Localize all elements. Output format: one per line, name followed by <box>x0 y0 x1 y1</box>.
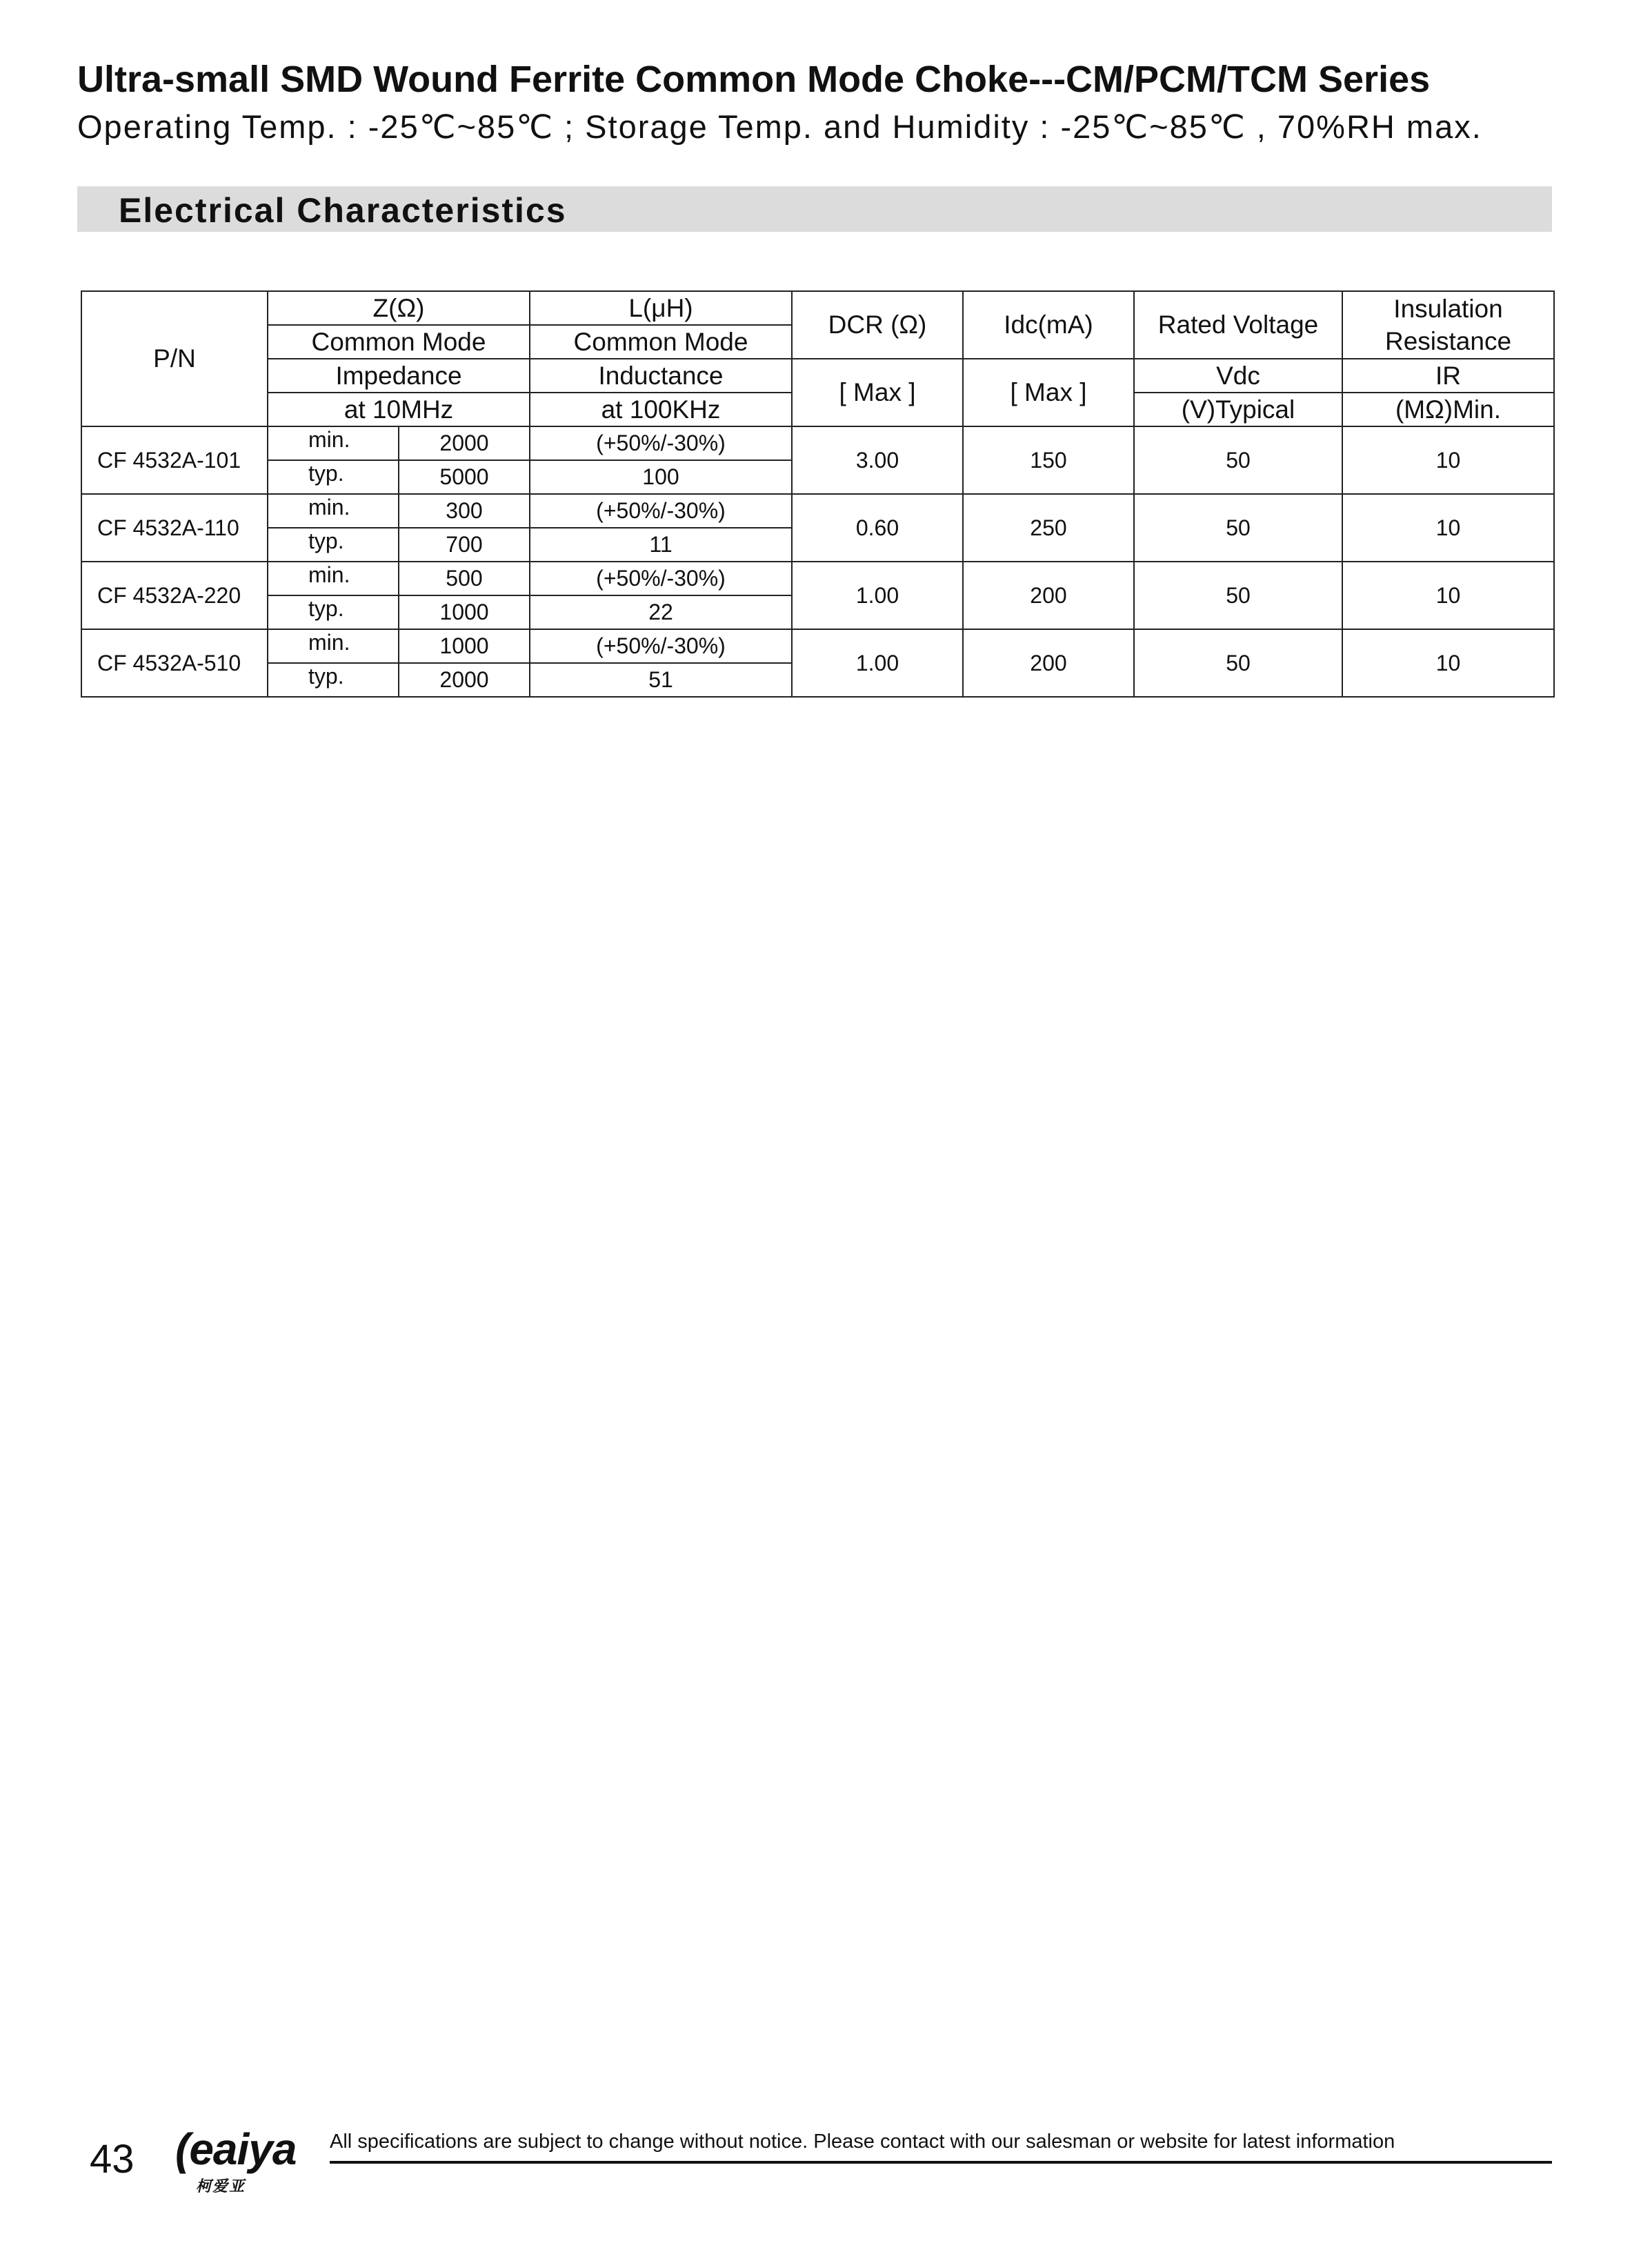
table-row <box>81 629 1554 663</box>
header-row <box>81 359 1554 393</box>
impedance-typ: 700 <box>399 528 530 562</box>
header-idc: Idc(mA) <box>963 291 1134 359</box>
impedance-min: 300 <box>399 494 530 528</box>
header-z-line2: Common Mode <box>268 325 530 359</box>
dcr-value: 0.60 <box>792 494 963 562</box>
impedance-typ: 1000 <box>399 595 530 629</box>
header-rv-line2: Vdc <box>1134 359 1342 393</box>
inductance-tolerance: (+50%/-30%) <box>530 629 792 663</box>
company-logo <box>166 2124 303 2200</box>
header-idc-unit: [ Max ] <box>963 359 1134 426</box>
logo-mark: (eaiya <box>175 2124 297 2174</box>
insulation-resistance-value: 10 <box>1342 426 1554 494</box>
table-row <box>81 426 1554 460</box>
part-number: CF 4532A-101 <box>81 426 268 494</box>
inductance-typ: 100 <box>530 460 792 494</box>
idc-value: 150 <box>963 426 1134 494</box>
page-title: Ultra-small SMD Wound Ferrite Common Mode Choke---CM/PCM/TCM Series <box>77 59 1431 100</box>
impedance-typ: 2000 <box>399 663 530 697</box>
impedance-typ: 5000 <box>399 460 530 494</box>
typ-label: typ. <box>268 595 399 629</box>
insulation-resistance-value: 10 <box>1342 562 1554 629</box>
rated-voltage-value: 50 <box>1134 426 1342 494</box>
rated-voltage-value: 50 <box>1134 562 1342 629</box>
footer-divider <box>330 2161 1552 2164</box>
header-row <box>81 291 1554 325</box>
header-z-symbol: Z(Ω) <box>268 291 530 325</box>
header-ir-line3: IR <box>1342 359 1554 393</box>
section-title: Electrical Characteristics <box>119 191 567 230</box>
min-label: min. <box>268 426 399 460</box>
impedance-min: 500 <box>399 562 530 595</box>
header-dcr: DCR (Ω) <box>792 291 963 359</box>
inductance-typ: 11 <box>530 528 792 562</box>
electrical-characteristics-table <box>81 290 1555 698</box>
typ-label: typ. <box>268 528 399 562</box>
header-z-line3: Impedance <box>268 359 530 393</box>
inductance-tolerance: (+50%/-30%) <box>530 426 792 460</box>
table-row <box>81 494 1554 528</box>
idc-value: 200 <box>963 629 1134 697</box>
table-row <box>81 562 1554 595</box>
header-ir-line4: (MΩ)Min. <box>1342 393 1554 426</box>
part-number: CF 4532A-110 <box>81 494 268 562</box>
rated-voltage-value: 50 <box>1134 629 1342 697</box>
header-l-line2: Common Mode <box>530 325 792 359</box>
header-rated-voltage: Rated Voltage <box>1134 291 1342 359</box>
min-label: min. <box>268 629 399 663</box>
min-label: min. <box>268 562 399 595</box>
dcr-value: 3.00 <box>792 426 963 494</box>
inductance-typ: 22 <box>530 595 792 629</box>
logo-wordmark: eaiya <box>189 2124 297 2174</box>
part-number: CF 4532A-510 <box>81 629 268 697</box>
insulation-resistance-value: 10 <box>1342 494 1554 562</box>
impedance-min: 2000 <box>399 426 530 460</box>
header-ir-line1: Insulation <box>1393 295 1503 323</box>
part-number: CF 4532A-220 <box>81 562 268 629</box>
header-rv-line3: (V)Typical <box>1134 393 1342 426</box>
header-l-line3: Inductance <box>530 359 792 393</box>
typ-label: typ. <box>268 460 399 494</box>
header-z-line4: at 10MHz <box>268 393 530 426</box>
impedance-min: 1000 <box>399 629 530 663</box>
typ-label: typ. <box>268 663 399 697</box>
section-header-bar <box>77 186 1552 232</box>
dcr-value: 1.00 <box>792 562 963 629</box>
insulation-resistance-value: 10 <box>1342 629 1554 697</box>
inductance-typ: 51 <box>530 663 792 697</box>
idc-value: 200 <box>963 562 1134 629</box>
header-pn: P/N <box>81 291 268 426</box>
inductance-tolerance: (+50%/-30%) <box>530 494 792 528</box>
page-number: 43 <box>90 2137 135 2182</box>
inductance-tolerance: (+50%/-30%) <box>530 562 792 595</box>
dcr-value: 1.00 <box>792 629 963 697</box>
footer-notice: All specifications are subject to change without notice. Please contact with our salesman or website for latest information <box>330 2131 1395 2153</box>
header-l-symbol: L(μH) <box>530 291 792 325</box>
header-dcr-unit: [ Max ] <box>792 359 963 426</box>
min-label: min. <box>268 494 399 528</box>
header-insulation-resistance <box>1342 291 1554 359</box>
idc-value: 250 <box>963 494 1134 562</box>
header-ir-line2: Resistance <box>1384 327 1512 355</box>
page-subtitle: Operating Temp. : -25℃~85℃ ; Storage Temp. and Humidity : -25℃~85℃ , 70%RH max. <box>77 108 1482 145</box>
rated-voltage-value: 50 <box>1134 494 1342 562</box>
header-l-line4: at 100KHz <box>530 393 792 426</box>
logo-chinese-name: 柯爱亚 <box>196 2177 246 2195</box>
